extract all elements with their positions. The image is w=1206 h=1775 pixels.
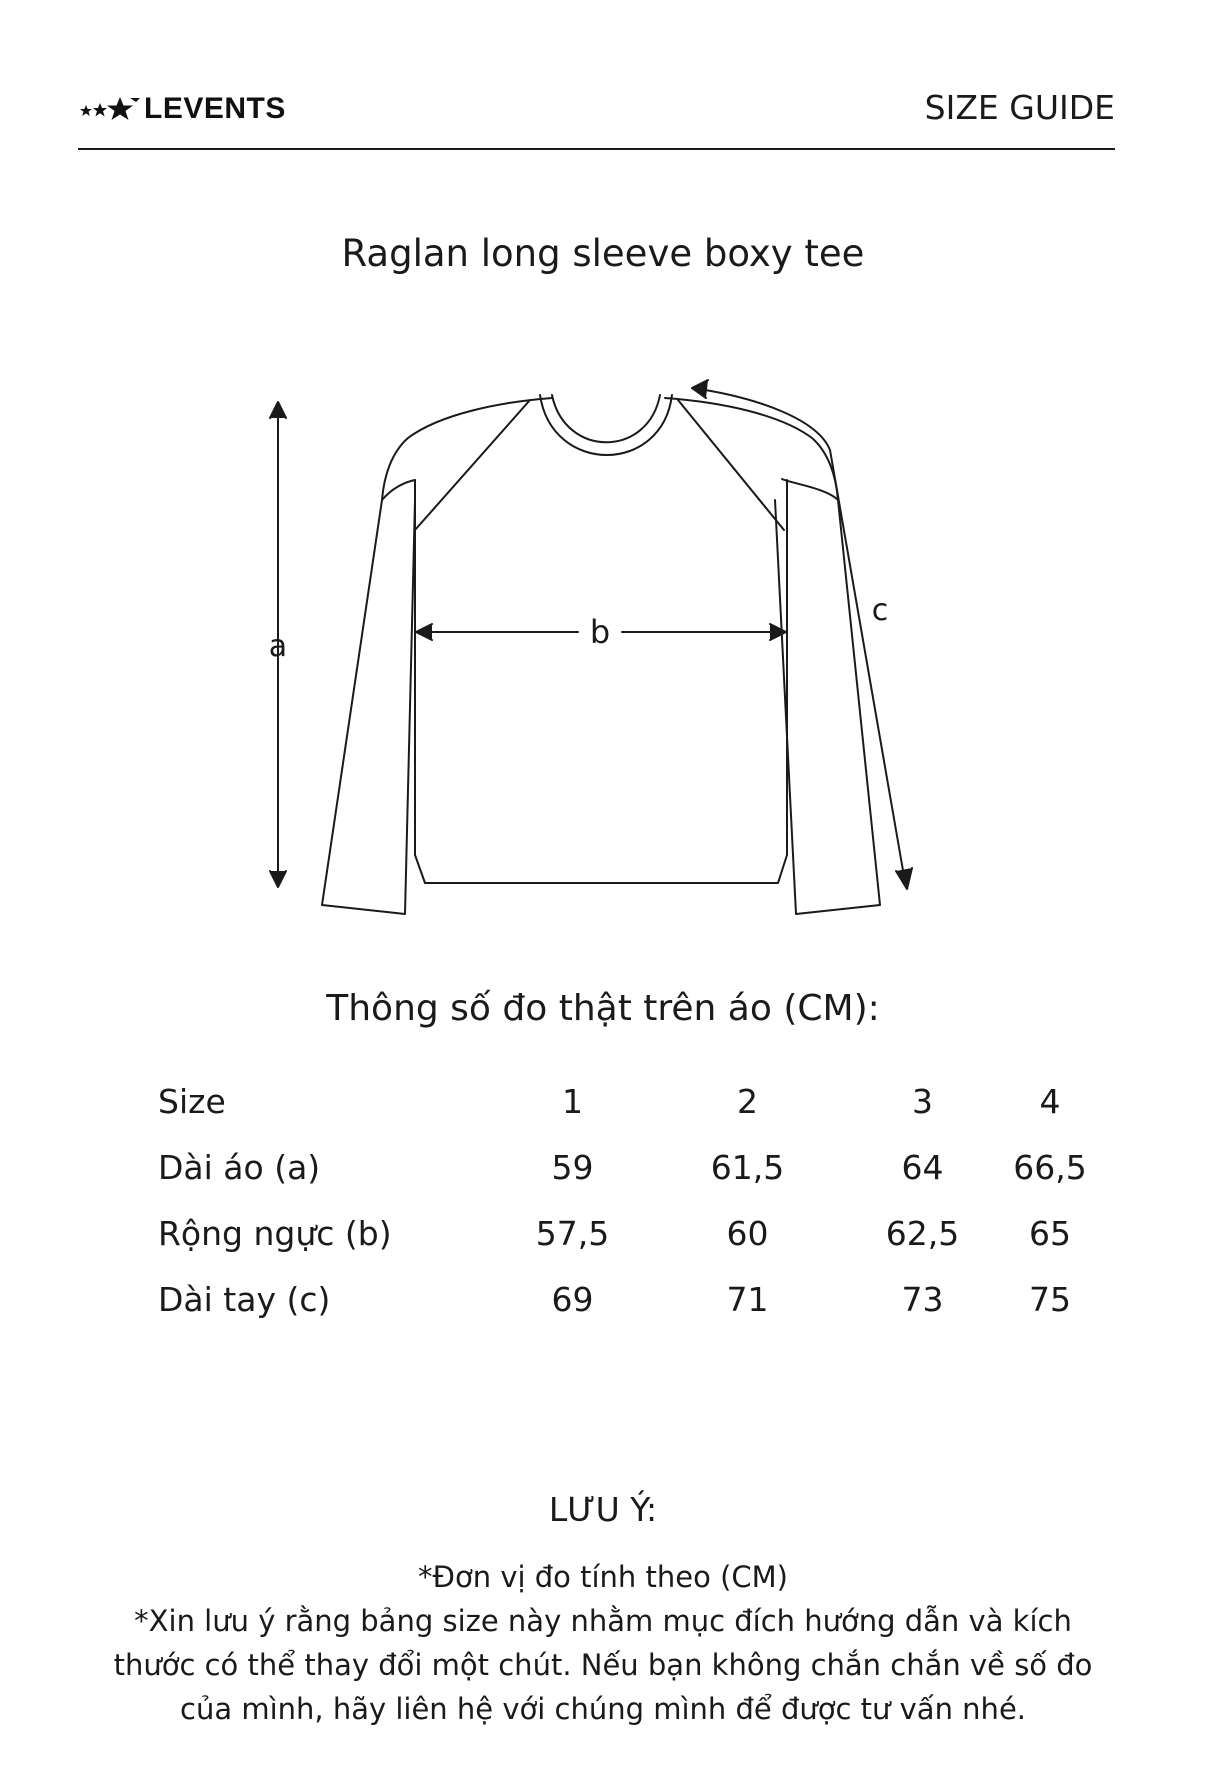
note-line: *Đơn vị đo tính theo (CM) [418, 1560, 788, 1594]
table-row [158, 1134, 1090, 1200]
note-line: của mình, hãy liên hệ với chúng mình để được tư vấn nhé. [180, 1692, 1026, 1726]
table-cell: 59 [551, 1147, 594, 1187]
table-cell: 66,5 [1013, 1147, 1087, 1187]
table-row [158, 1200, 1090, 1266]
note-line: thước có thể thay đổi một chút. Nếu bạn không chắn chắn về số đo [113, 1648, 1093, 1682]
notes-body [100, 1555, 1106, 1731]
measure-b-label: b [589, 613, 611, 651]
note-line: *Xin lưu ý rằng bảng size này nhằm mục đích hướng dẫn và kích [134, 1604, 1072, 1638]
size-header-cell: 2 [737, 1081, 758, 1121]
left-sleeve [322, 398, 552, 914]
measure-a-label: a [268, 629, 288, 664]
table-row [158, 1266, 1090, 1332]
size-header-cell: 3 [912, 1081, 933, 1121]
table-cell: 73 [901, 1279, 944, 1319]
table-cell: 61,5 [710, 1147, 785, 1187]
product-title: Raglan long sleeve boxy tee [341, 232, 865, 275]
size-guide-label: SIZE GUIDE [924, 88, 1115, 127]
measure-c-line [693, 388, 905, 882]
table-cell: 71 [726, 1279, 769, 1319]
measure-c-label: c [871, 593, 889, 628]
collar [540, 395, 672, 455]
right-sleeve [665, 398, 880, 914]
table-cell: 57,5 [535, 1213, 610, 1253]
size-header-label: Size [158, 1081, 226, 1121]
table-cell: 65 [1029, 1213, 1071, 1253]
notes-title: LƯU Ý: [548, 1490, 658, 1529]
size-header-cell: 4 [1039, 1081, 1061, 1121]
garment-body [415, 480, 787, 883]
measurements-title: Thông số đo thật trên áo (CM): [326, 988, 880, 1029]
table-cell: 69 [551, 1279, 594, 1319]
table-header-row [158, 1068, 1090, 1134]
brand-name: LEVENTS [144, 92, 286, 125]
size-header-cell: 1 [562, 1081, 583, 1121]
table-cell: 64 [901, 1147, 944, 1187]
table-cell: 75 [1029, 1279, 1071, 1319]
table-cell: 62,5 [885, 1213, 960, 1253]
row-label: Dài áo (a) [158, 1147, 321, 1187]
row-label: Rộng ngực (b) [158, 1213, 392, 1253]
table-cell: 60 [726, 1213, 769, 1253]
row-label: Dài tay (c) [158, 1279, 331, 1319]
size-table [158, 1068, 1090, 1332]
